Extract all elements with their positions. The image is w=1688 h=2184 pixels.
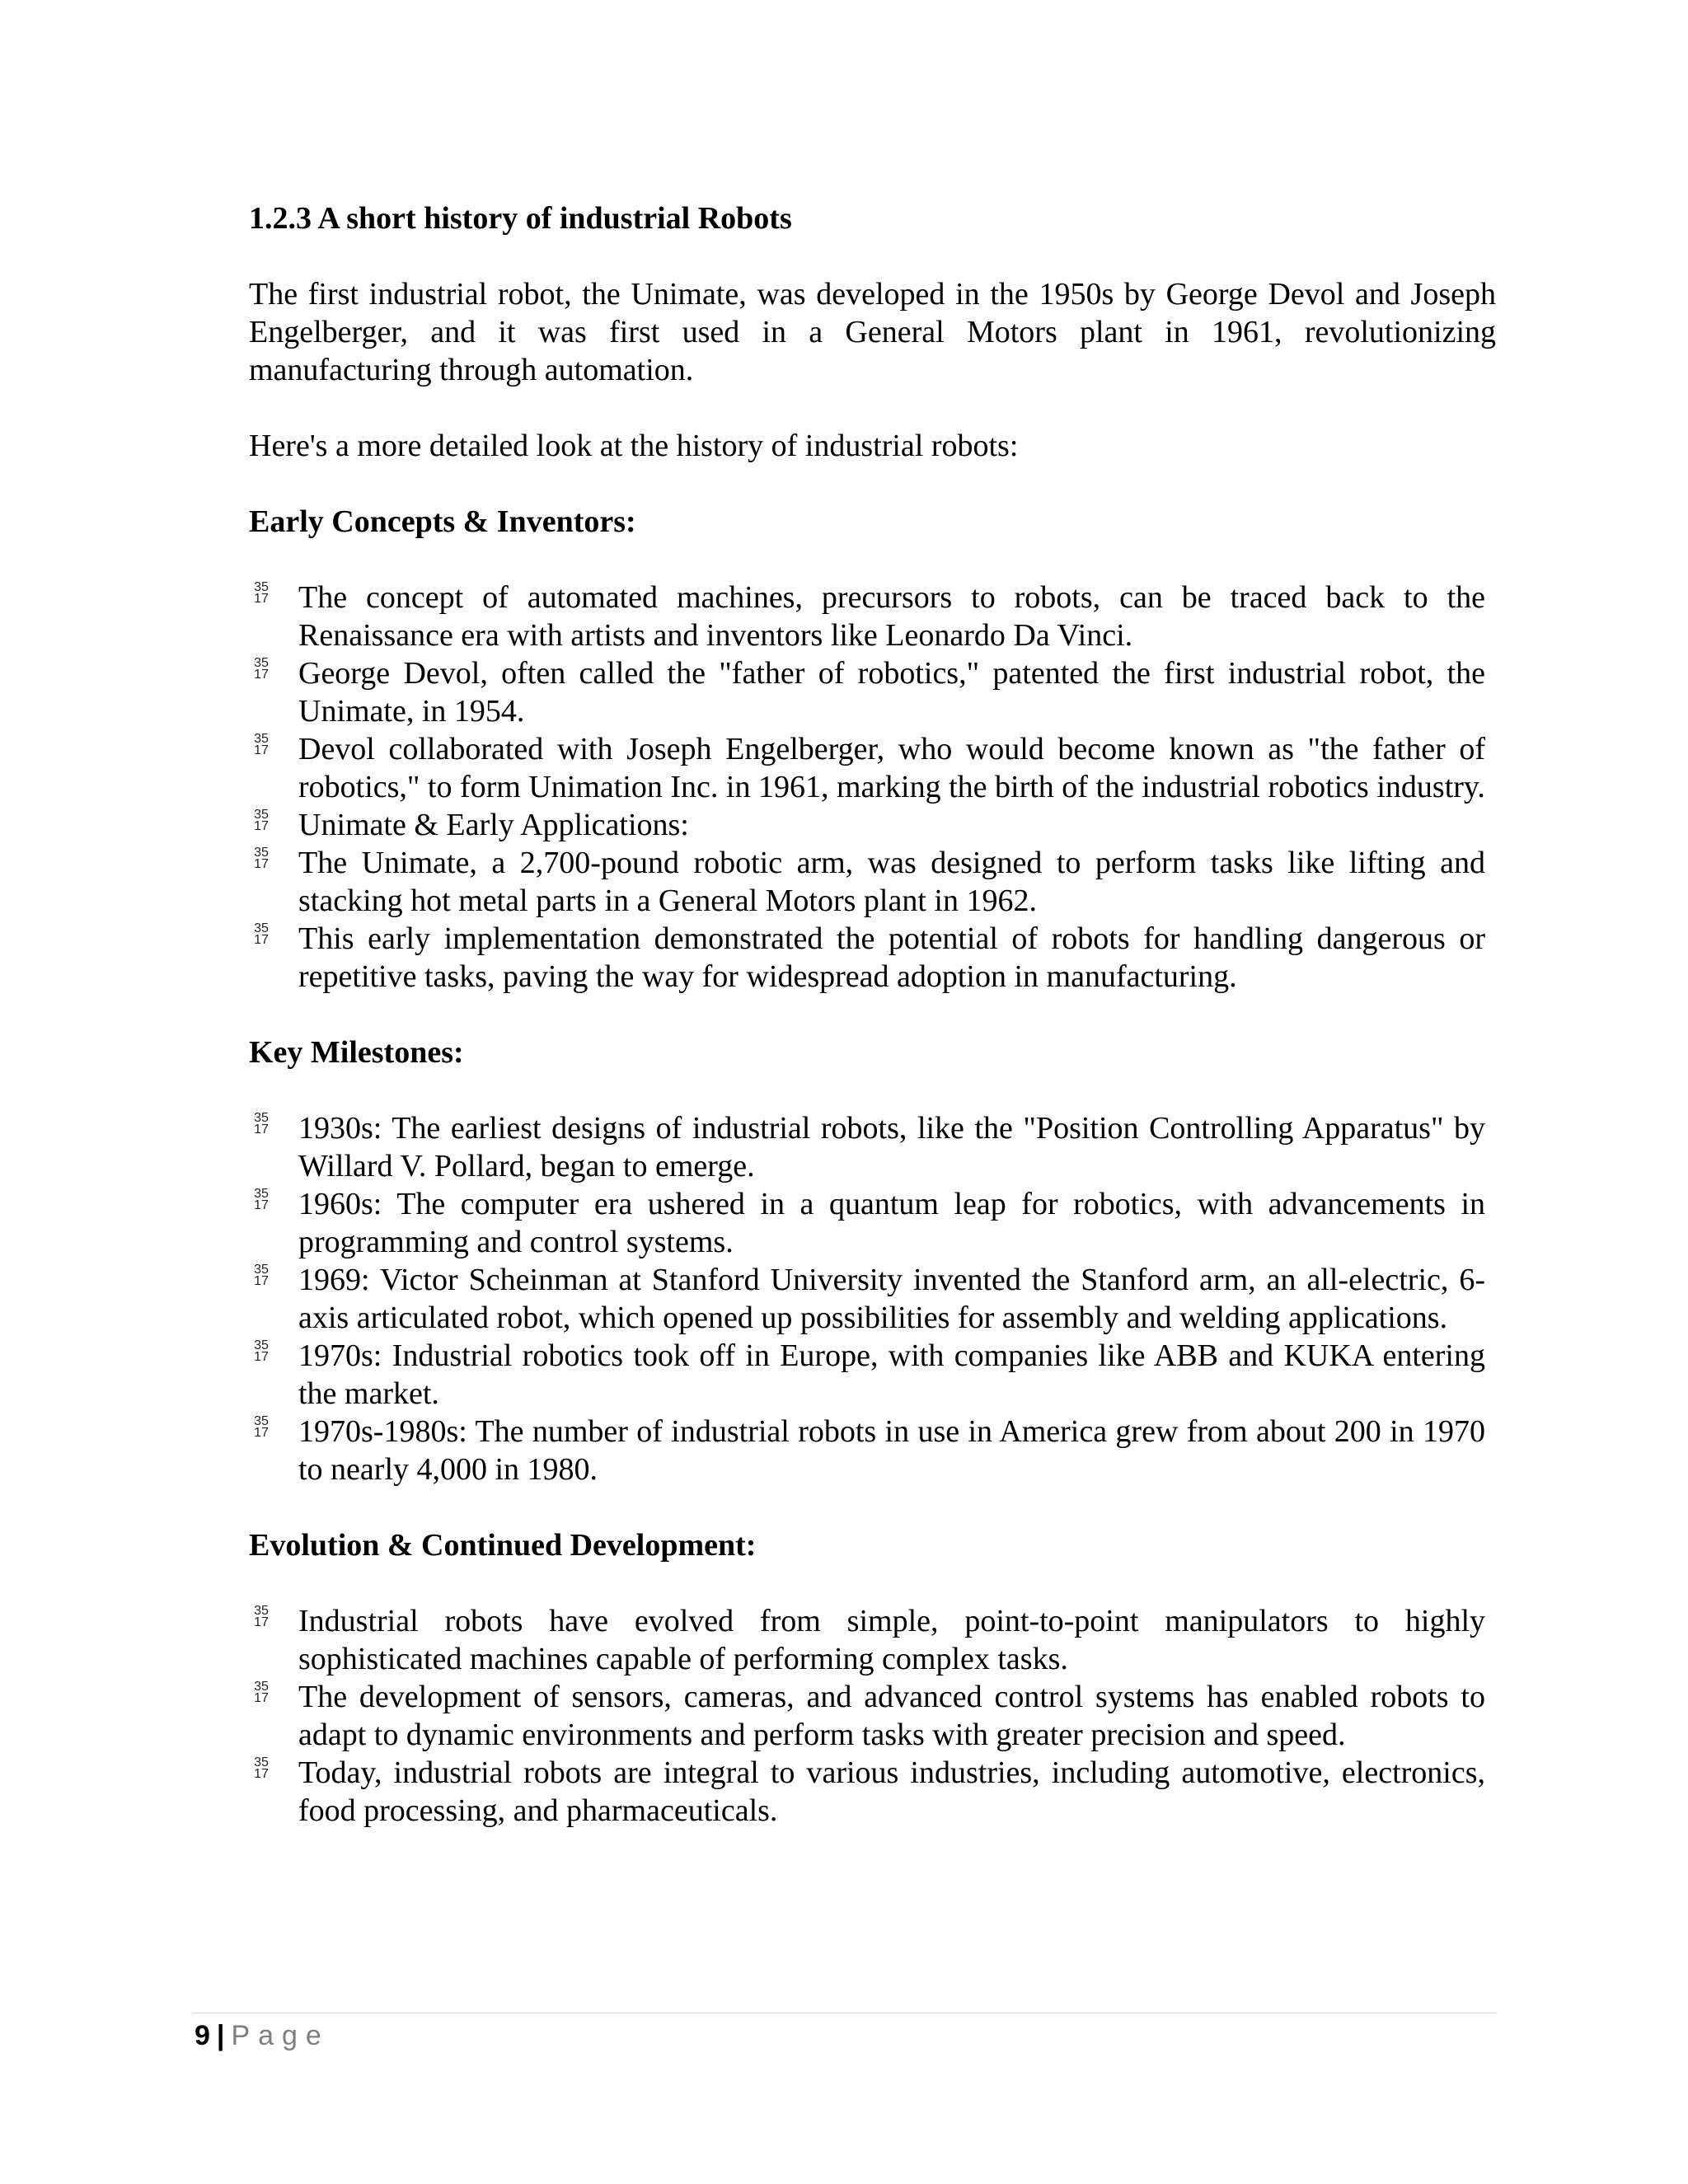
bullet-icon: 35 17 (254, 1187, 269, 1212)
spacer (249, 1564, 1496, 1602)
bullet-icon: 35 17 (254, 921, 269, 947)
lead-in-paragraph: Here's a more detailed look at the history of industrial robots: (249, 429, 1019, 463)
list-item (249, 1109, 1485, 1185)
bullet-icon: 35 17 (254, 1755, 269, 1781)
page-number: 9 (195, 2020, 210, 2051)
spacer (249, 1071, 1496, 1109)
list-item (249, 1413, 1485, 1488)
list-item (249, 806, 1485, 844)
page-body (249, 199, 1496, 1830)
list-item-text: Industrial robots have evolved from simple, point-to-point manipulators to highly sophisticated machines capable of performing complex tasks. (298, 1604, 1485, 1676)
section-title: 1.2.3 A short history of industrial Robots (249, 201, 792, 236)
bullet-icon: 35 17 (254, 1604, 269, 1629)
list-item (249, 1602, 1485, 1678)
heading-early-concepts: Early Concepts & Inventors: (249, 504, 636, 539)
bullet-icon: 35 17 (254, 1414, 269, 1440)
heading-evolution: Evolution & Continued Development: (249, 1528, 757, 1563)
list-item-text: 1969: Victor Scheinman at Stanford University invented the Stanford arm, an all-electric, 6-axis articulated robot, which opened up possibilities for assembly and welding applications. (298, 1263, 1485, 1335)
list-item-text: The development of sensors, cameras, and advanced control systems has enabled robots to adapt to dynamic environments and perform tasks with greater precision and speed. (298, 1680, 1485, 1752)
list-item-text: 1970s-1980s: The number of industrial robots in use in America grew from about 200 in 1970 to nearly 4,000 in 1980. (298, 1414, 1485, 1487)
list-key-milestones (249, 1109, 1496, 1488)
list-item (249, 1185, 1485, 1261)
list-evolution (249, 1602, 1496, 1830)
bullet-icon: 35 17 (254, 580, 269, 606)
bullet-icon: 35 17 (254, 808, 269, 833)
list-item (249, 1754, 1485, 1830)
bullet-icon: 35 17 (254, 1263, 269, 1288)
list-item-text: 1970s: Industrial robotics took off in Europe, with companies like ABB and KUKA entering the market. (298, 1338, 1485, 1411)
spacer (249, 389, 1496, 427)
heading-key-milestones: Key Milestones: (249, 1035, 464, 1070)
list-item-text: The concept of automated machines, precursors to robots, can be traced back to the Renaissance era with artists and inventors like Leonardo Da Vinci. (298, 580, 1485, 653)
list-item (249, 1261, 1485, 1337)
footer-separator: | (216, 2020, 225, 2051)
list-item-text: 1960s: The computer era ushered in a quantum leap for robotics, with advancements in programming and control systems. (298, 1187, 1485, 1259)
spacer (249, 1488, 1496, 1526)
list-item-text: Devol collaborated with Joseph Engelberger, who would become known as "the father of robotics," to form Unimation Inc. in 1961, marking the birth of the industrial robotics industry. (298, 732, 1485, 804)
list-item-text: The Unimate, a 2,700-pound robotic arm, was designed to perform tasks like lifting and stacking hot metal parts in a General Motors plant in 1962. (298, 846, 1485, 918)
spacer (249, 541, 1496, 579)
spacer (249, 237, 1496, 275)
footer-page-word: Page (231, 2020, 330, 2051)
list-item-text: Unimate & Early Applications: (298, 808, 689, 842)
bullet-icon: 35 17 (254, 656, 269, 682)
list-item (249, 920, 1485, 996)
list-item (249, 1678, 1485, 1754)
intro-paragraph: The first industrial robot, the Unimate, was developed in the 1950s by George Devol and Joseph Engelberger, and it was first used in a General Motors plant in 1961, revolutionizing manufacturing through automation. (249, 277, 1496, 387)
list-item (249, 579, 1485, 654)
list-item (249, 730, 1485, 806)
list-item (249, 844, 1485, 920)
page-footer (195, 2018, 330, 2054)
spacer (249, 465, 1496, 503)
list-item-text: 1930s: The earliest designs of industrial robots, like the "Position Controlling Apparatus" by Willard V. Pollard, began to emerge. (298, 1111, 1485, 1183)
list-item-text: This early implementation demonstrated the potential of robots for handling dangerous or repetitive tasks, paving the way for widespread adoption in manufacturing. (298, 921, 1485, 994)
bullet-icon: 35 17 (254, 1680, 269, 1705)
list-early-concepts (249, 579, 1496, 996)
list-item (249, 1337, 1485, 1413)
list-item-text: George Devol, often called the "father of robotics," patented the first industrial robot, the Unimate, in 1954. (298, 656, 1485, 729)
bullet-icon: 35 17 (254, 1338, 269, 1364)
bullet-icon: 35 17 (254, 1111, 269, 1137)
bullet-icon: 35 17 (254, 846, 269, 871)
list-item (249, 654, 1485, 730)
spacer (249, 996, 1496, 1033)
bullet-icon: 35 17 (254, 732, 269, 757)
list-item-text: Today, industrial robots are integral to various industries, including automotive, electronics, food processing, and pharmaceuticals. (298, 1755, 1485, 1828)
